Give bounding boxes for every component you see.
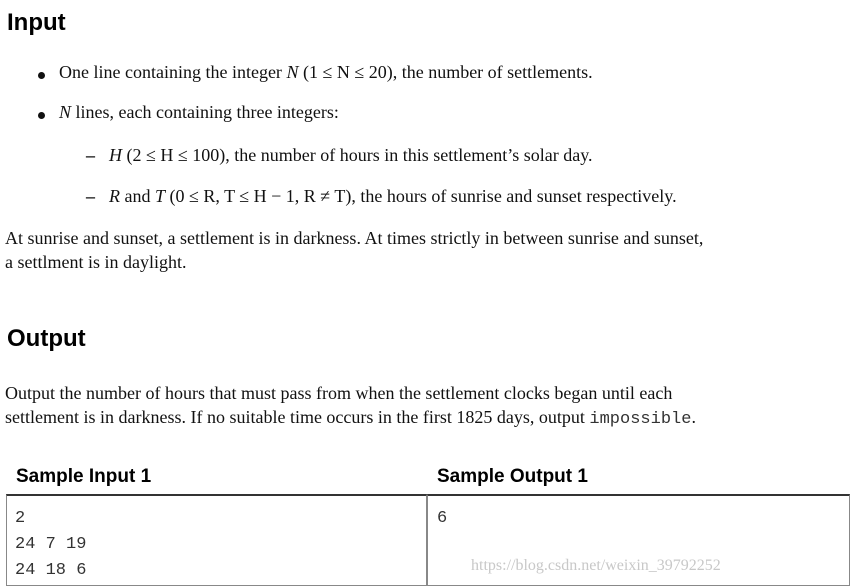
input-bullet-1	[59, 62, 593, 83]
sample-input-line: 24 7 19	[15, 535, 87, 554]
bullet-text: lines, each containing three integers:	[71, 102, 339, 122]
variable-n: N	[59, 102, 72, 122]
darkness-paragraph-line-1: At sunrise and sunset, a settlement is in darkness. At times strictly in between sunrise and sunset,	[5, 228, 704, 248]
sample-input-line: 24 18 6	[15, 561, 87, 580]
input-sub-bullet-2	[109, 186, 677, 207]
input-heading: Input	[7, 9, 66, 36]
input-bullet-2	[59, 102, 339, 123]
variable-t: T	[155, 186, 166, 206]
darkness-paragraph-line-2: a settlment is in daylight.	[5, 252, 187, 272]
variable-n: N	[286, 62, 299, 82]
watermark: https://blog.csdn.net/weixin_39792252	[471, 557, 721, 574]
sample-input-heading: Sample Input 1	[16, 466, 152, 487]
sample-output-heading: Sample Output 1	[437, 466, 588, 487]
bullet-text: One line containing the integer	[59, 62, 287, 82]
output-heading: Output	[7, 325, 86, 352]
bullet-icon	[38, 112, 45, 119]
bullet-text: and	[120, 186, 155, 206]
output-paragraph-line-2	[5, 407, 696, 429]
dash-icon: –	[86, 145, 95, 165]
input-sub-bullet-1	[109, 145, 593, 166]
constraint-text: (0 ≤ R, T ≤ H − 1, R ≠ T)	[165, 186, 352, 206]
sample-output-line: 6	[437, 509, 448, 528]
output-text: .	[691, 407, 696, 427]
bullet-text: , the hours of sunrise and sunset respectively.	[351, 186, 677, 206]
output-text: settlement is in darkness. If no suitable time occurs in the first 1825 days, output	[5, 407, 590, 427]
bullet-text: , the number of hours in this settlement’s solar day.	[225, 145, 593, 165]
bullet-text: , the number of settlements.	[392, 62, 593, 82]
variable-r: R	[109, 186, 120, 206]
dash-icon: –	[86, 186, 95, 206]
sample-input-line: 2	[15, 509, 26, 528]
output-paragraph-line-1: Output the number of hours that must pass from when the settlement clocks began until each	[5, 383, 673, 403]
bullet-icon	[38, 72, 45, 79]
constraint-text: (1 ≤ N ≤ 20)	[298, 62, 393, 82]
variable-h: H	[109, 145, 122, 165]
impossible-code: impossible	[589, 410, 692, 429]
constraint-text: (2 ≤ H ≤ 100)	[122, 145, 226, 165]
